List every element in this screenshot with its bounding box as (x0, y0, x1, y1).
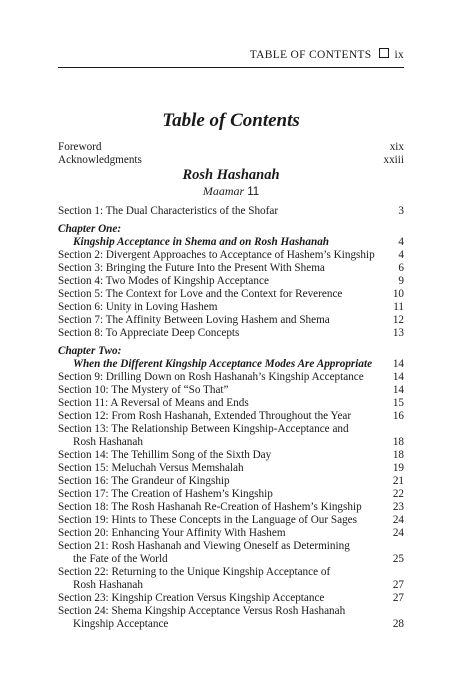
entry-title: Acknowledgments (58, 154, 142, 166)
entry-page: 24 (392, 514, 404, 526)
toc-entry (58, 501, 404, 514)
entry-page: 10 (392, 288, 404, 300)
entry-title: Section 14: The Tehillim Song of the Sixth Day (58, 449, 272, 461)
entry-page: 9 (398, 275, 404, 287)
entry-page: 23 (392, 501, 404, 513)
page-title: Table of Contents (162, 110, 300, 131)
entry-page: 14 (392, 371, 404, 383)
entry-title: Section 7: The Affinity Between Loving Hashem and Shema (58, 314, 330, 326)
entry-page: 14 (392, 384, 404, 396)
toc-entry (58, 397, 404, 410)
toc-entry (58, 288, 404, 301)
chapter-heading (58, 223, 404, 236)
entry-title: Section 17: The Creation of Hashem’s Kingship (58, 488, 273, 500)
toc-entry (58, 592, 404, 605)
toc-entry (58, 514, 404, 527)
entry-page: 21 (392, 475, 404, 487)
entry-title: Section 19: Hints to These Concepts in the Language of Our Sages (58, 514, 358, 526)
entry-title: Foreword (58, 141, 102, 153)
entry-title: Section 10: The Mystery of “So That” (58, 384, 229, 396)
entry-title: Section 22: Returning to the Unique Kingship Acceptance of (58, 566, 331, 578)
entry-title: Section 16: The Grandeur of Kingship (58, 475, 230, 487)
entry-title: Section 8: To Appreciate Deep Concepts (58, 327, 240, 339)
maamar-number: 11 (247, 186, 260, 198)
entry-page: xxiii (383, 154, 404, 166)
entry-page: 16 (392, 410, 404, 422)
entry-page: xix (389, 141, 404, 153)
toc-entry (58, 566, 404, 579)
entry-page: 11 (393, 301, 404, 313)
toc-entry (58, 301, 404, 314)
toc-entry (58, 449, 404, 462)
toc-entry (58, 262, 404, 275)
entry-title: Section 2: Divergent Approaches to Acceptance of Hashem’s Kingship (58, 249, 375, 261)
toc-entry (58, 553, 404, 566)
entry-page: 19 (392, 462, 404, 474)
entry-title: Section 12: From Rosh Hashanah, Extended Throughout the Year (58, 410, 352, 422)
toc-entry (58, 436, 404, 449)
chapter-title (58, 358, 404, 371)
entry-title: Section 15: Meluchah Versus Memshalah (58, 462, 244, 474)
chapter-title (58, 236, 404, 249)
toc-entry (58, 527, 404, 540)
entry-title: When the Different Kingship Acceptance Modes Are Appropriate (73, 358, 373, 370)
entry-page: 15 (392, 397, 404, 409)
toc-entry (58, 205, 404, 218)
entry-page: 25 (392, 553, 404, 565)
entry-title: Section 24: Shema Kingship Acceptance Versus Rosh Hashanah (58, 605, 346, 617)
toc-entry (58, 327, 404, 340)
entry-title: Section 11: A Reversal of Means and Ends (58, 397, 249, 409)
entry-title: Section 21: Rosh Hashanah and Viewing Oneself as Determining (58, 540, 350, 552)
entry-title: Section 6: Unity in Loving Hashem (58, 301, 218, 313)
entry-title: Kingship Acceptance (73, 618, 169, 630)
entry-title: Chapter Two: (58, 345, 122, 357)
entry-title: Kingship Acceptance in Shema and on Rosh Hashanah (73, 236, 330, 248)
chapter-heading (58, 345, 404, 358)
toc-entry (58, 605, 404, 618)
toc-entry (58, 540, 404, 553)
toc-entry (58, 462, 404, 475)
entry-page: 28 (392, 618, 404, 630)
entry-page: 22 (392, 488, 404, 500)
entry-page: 24 (392, 527, 404, 539)
running-title: TABLE OF CONTENTS (249, 49, 372, 61)
part-title: Rosh Hashanah (182, 167, 280, 183)
entry-title: Section 1: The Dual Characteristics of the Shofar (58, 205, 279, 217)
toc-entry (58, 618, 404, 631)
entry-page: 13 (392, 327, 404, 339)
toc-entry (58, 384, 404, 397)
entry-title: Section 13: The Relationship Between Kingship-Acceptance and (58, 423, 349, 435)
entry-title: Section 20: Enhancing Your Affinity With Hashem (58, 527, 286, 539)
entry-page: 4 (398, 249, 404, 261)
maamar-label: Maamar (202, 184, 245, 198)
entry-title: Section 3: Bringing the Future Into the Present With Shema (58, 262, 325, 274)
entry-page: 4 (398, 236, 404, 248)
entry-title: Chapter One: (58, 223, 122, 235)
entry-title: Section 18: The Rosh Hashanah Re-Creation of Hashem’s Kingship (58, 501, 362, 513)
toc-entry (58, 371, 404, 384)
entry-page: 18 (392, 449, 404, 461)
toc-entry (58, 423, 404, 436)
entry-title: Section 9: Drilling Down on Rosh Hashanah’s Kingship Acceptance (58, 371, 364, 383)
entry-title: Section 4: Two Modes of Kingship Acceptance (58, 275, 269, 287)
entry-title: the Fate of the World (73, 553, 168, 565)
toc-entry (58, 249, 404, 262)
entry-page: 18 (392, 436, 404, 448)
entry-title: Section 5: The Context for Love and the Context for Reverence (58, 288, 343, 300)
running-head (58, 47, 404, 63)
entry-page: 12 (392, 314, 404, 326)
maamar-subtitle (58, 184, 404, 199)
page-number: ix (394, 49, 404, 61)
toc-entry (58, 314, 404, 327)
entry-page: 27 (392, 579, 404, 591)
entry-title: Rosh Hashanah (73, 579, 143, 591)
toc-entry (58, 579, 404, 592)
toc-entry (58, 410, 404, 423)
toc-entry (58, 488, 404, 501)
toc-entry (58, 475, 404, 488)
entry-page: 27 (392, 592, 404, 604)
entry-title: Rosh Hashanah (73, 436, 143, 448)
header-rule (58, 67, 404, 68)
toc-entry (58, 275, 404, 288)
entry-page: 14 (392, 358, 404, 370)
entry-page: 6 (398, 262, 404, 274)
entry-title: Section 23: Kingship Creation Versus Kingship Acceptance (58, 592, 325, 604)
square-ornament-icon (379, 48, 389, 58)
entry-page: 3 (398, 205, 404, 217)
toc-entry-foreword (58, 141, 404, 154)
